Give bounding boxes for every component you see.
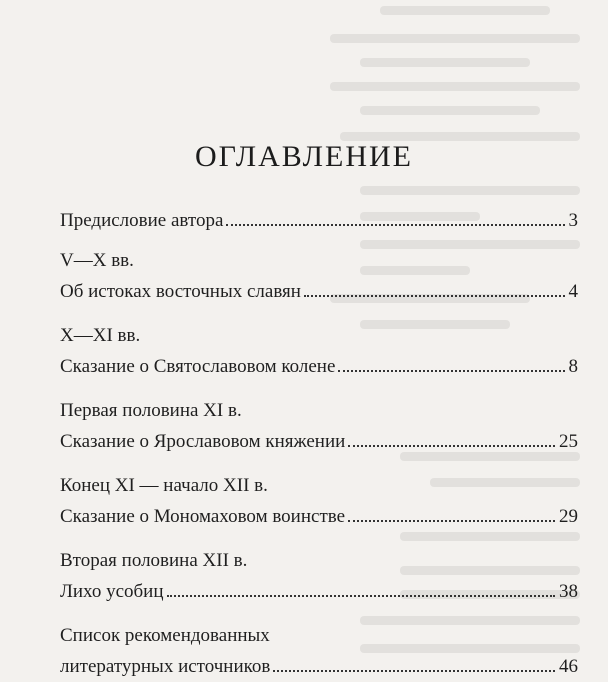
toc-page-number: 3	[568, 210, 578, 231]
table-of-contents	[60, 205, 578, 682]
dot-leader	[338, 370, 564, 372]
dot-leader	[167, 595, 555, 597]
toc-section-heading: Конец XI — начало XII в.	[60, 475, 268, 496]
page-title: ОГЛАВЛЕНИЕ	[195, 140, 413, 173]
toc-section-4	[60, 470, 578, 532]
dot-leader	[348, 445, 555, 447]
toc-section-heading: Вторая половина XII в.	[60, 550, 248, 571]
toc-line	[60, 576, 578, 607]
dot-leader	[348, 520, 555, 522]
toc-entry-preface	[60, 205, 578, 236]
toc-line	[60, 651, 578, 682]
toc-entry-title: Сказание о Мономаховом воинстве	[60, 506, 346, 527]
toc-entry-title: Предисловие автора	[60, 210, 224, 231]
toc-page-number: 25	[559, 431, 578, 452]
toc-entry-title: Сказание о Ярославовом княжении	[60, 431, 346, 452]
toc-line	[60, 205, 578, 236]
toc-page-number: 4	[568, 281, 578, 302]
toc-section-5	[60, 545, 578, 607]
toc-line	[60, 351, 578, 382]
toc-page-number: 38	[559, 581, 578, 602]
toc-line	[60, 276, 578, 307]
toc-page-number: 8	[568, 356, 578, 377]
toc-section-2	[60, 320, 578, 382]
toc-line	[60, 426, 578, 457]
toc-entry-title: Лихо усобиц	[60, 581, 164, 602]
toc-section-3	[60, 395, 578, 457]
dot-leader	[226, 224, 564, 226]
toc-page-number: 29	[559, 506, 578, 527]
toc-line	[60, 501, 578, 532]
dot-leader	[273, 670, 555, 672]
toc-section-1	[60, 245, 578, 307]
toc-page-number: 46	[559, 656, 578, 677]
toc-entry-title: Сказание о Святославовом колене	[60, 356, 336, 377]
toc-entry-title: литературных источников	[60, 656, 271, 677]
toc-section-heading: Список рекомендованных	[60, 625, 270, 646]
toc-section-6	[60, 620, 578, 682]
dot-leader	[304, 295, 565, 297]
toc-section-heading: X—XI вв.	[60, 325, 141, 346]
toc-section-heading: V—X вв.	[60, 250, 134, 271]
toc-entry-title: Об истоках восточных славян	[60, 281, 301, 302]
toc-section-heading: Первая половина XI в.	[60, 400, 242, 421]
